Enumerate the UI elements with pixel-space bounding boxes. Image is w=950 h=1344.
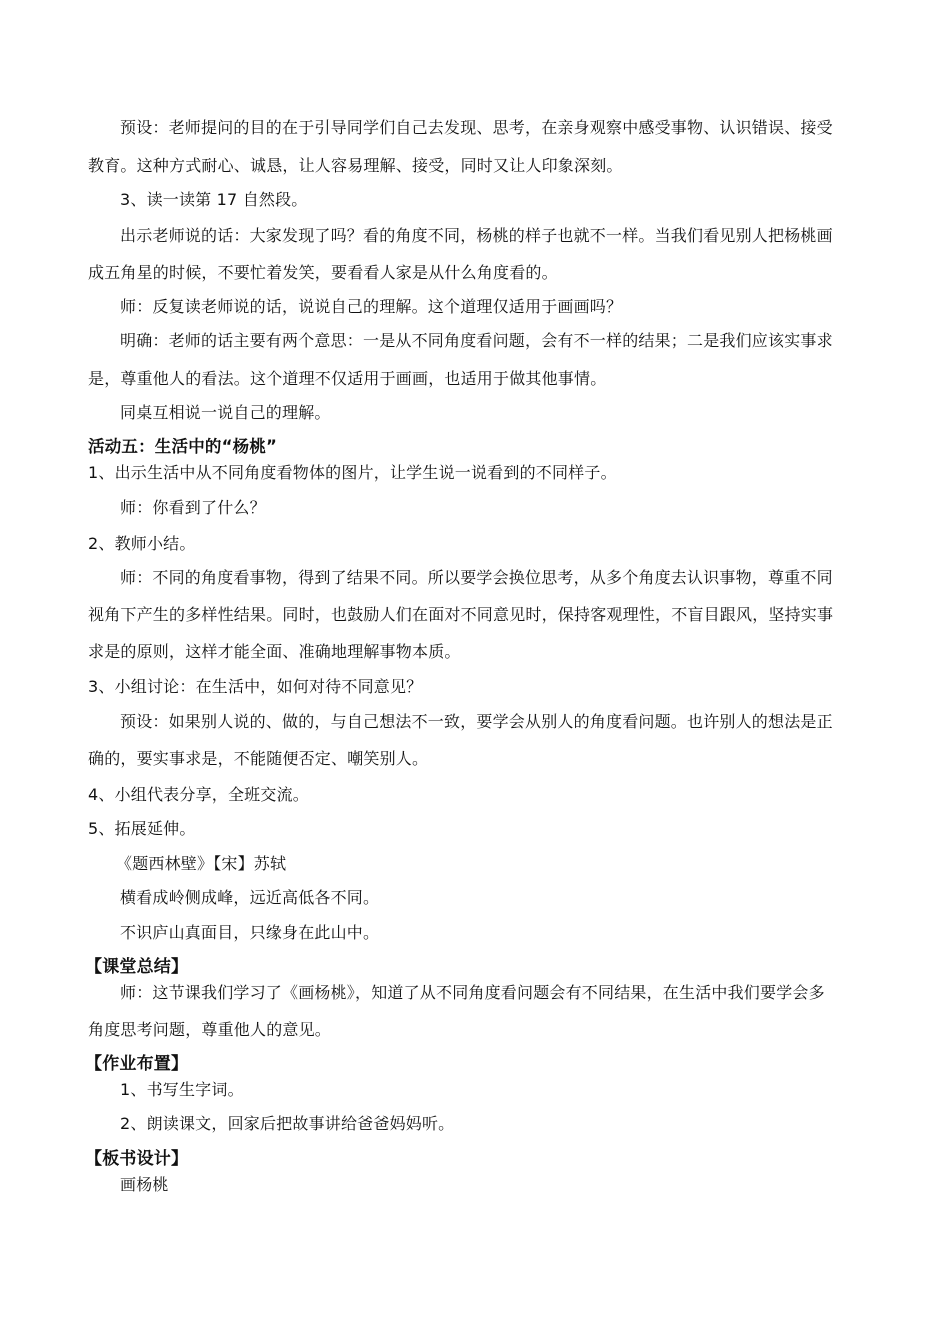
list-item: 3、小组讨论：在生活中，如何对待不同意见？ [88, 677, 423, 696]
paragraph-line: 师：这节课我们学习了《画杨桃》，知道了从不同角度看问题会有不同结果，在生活中我们要学会多 [120, 983, 825, 1002]
list-item: 4、小组代表分享，全班交流。 [88, 785, 309, 804]
paragraph-line: 求是的原则，这样才能全面、准确地理解事物本质。 [88, 642, 461, 661]
paragraph-line: 确的，要实事求是，不能随便否定、嘲笑别人。 [88, 749, 429, 768]
paragraph-line: 角度思考问题，尊重他人的意见。 [88, 1020, 332, 1039]
paragraph-line: 明确：老师的话主要有两个意思：一是从不同角度看问题，会有不一样的结果；二是我们应该实事求 [120, 331, 833, 350]
paragraph-line: 同桌互相说一说自己的理解。 [120, 403, 331, 422]
list-item: 1、出示生活中从不同角度看物体的图片，让学生说一说看到的不同样子。 [88, 463, 617, 482]
paragraph-line: 成五角星的时候，不要忙着发笑，要看看人家是从什么角度看的。 [88, 263, 558, 282]
paragraph-line: 教育。这种方式耐心、诚恳，让人容易理解、接受，同时又让人印象深刻。 [88, 156, 623, 175]
paragraph-line: 师：不同的角度看事物，得到了结果不同。所以要学会换位思考，从多个角度去认识事物，尊重不同 [120, 568, 833, 587]
paragraph-line: 师：你看到了什么？ [120, 498, 266, 517]
list-item: 2、教师小结。 [88, 534, 196, 553]
paragraph-line: 视角下产生的多样性结果。同时，也鼓励人们在面对不同意见时，保持客观理性，不盲目跟风，坚持实事 [88, 605, 834, 624]
paragraph-line: 师：反复读老师说的话，说说自己的理解。这个道理仅适用于画画吗？ [120, 297, 623, 316]
poem-line: 不识庐山真面目，只缘身在此山中。 [120, 923, 380, 942]
poem-line: 横看成岭侧成峰，远近高低各不同。 [120, 888, 380, 907]
list-item: 5、拓展延伸。 [88, 819, 196, 838]
poem-title: 《题西林壁》【宋】苏轼 [116, 854, 287, 873]
paragraph-line: 是，尊重他人的看法。这个道理不仅适用于画画，也适用于做其他事情。 [88, 369, 607, 388]
paragraph-line: 出示老师说的话：大家发现了吗？看的角度不同，杨桃的样子也就不一样。当我们看见别人把杨桃画 [120, 226, 833, 245]
list-item: 1、书写生字词。 [120, 1080, 244, 1099]
list-item: 2、朗读课文，回家后把故事讲给爸爸妈妈听。 [120, 1114, 455, 1133]
section-heading: 【板书设计】 [85, 1149, 189, 1169]
section-heading: 活动五：生活中的“杨桃” [88, 437, 278, 456]
board-title: 画杨桃 [120, 1175, 169, 1194]
list-item: 3、读一读第 17 自然段。 [120, 190, 308, 209]
paragraph-line: 预设：如果别人说的、做的，与自己想法不一致，要学会从别人的角度看问题。也许别人的想法是正 [120, 712, 833, 731]
section-heading: 【作业布置】 [85, 1054, 189, 1074]
paragraph-line: 预设：老师提问的目的在于引导同学们自己去发现、思考，在亲身观察中感受事物、认识错误、接受 [120, 118, 833, 137]
section-heading: 【课堂总结】 [85, 957, 189, 977]
